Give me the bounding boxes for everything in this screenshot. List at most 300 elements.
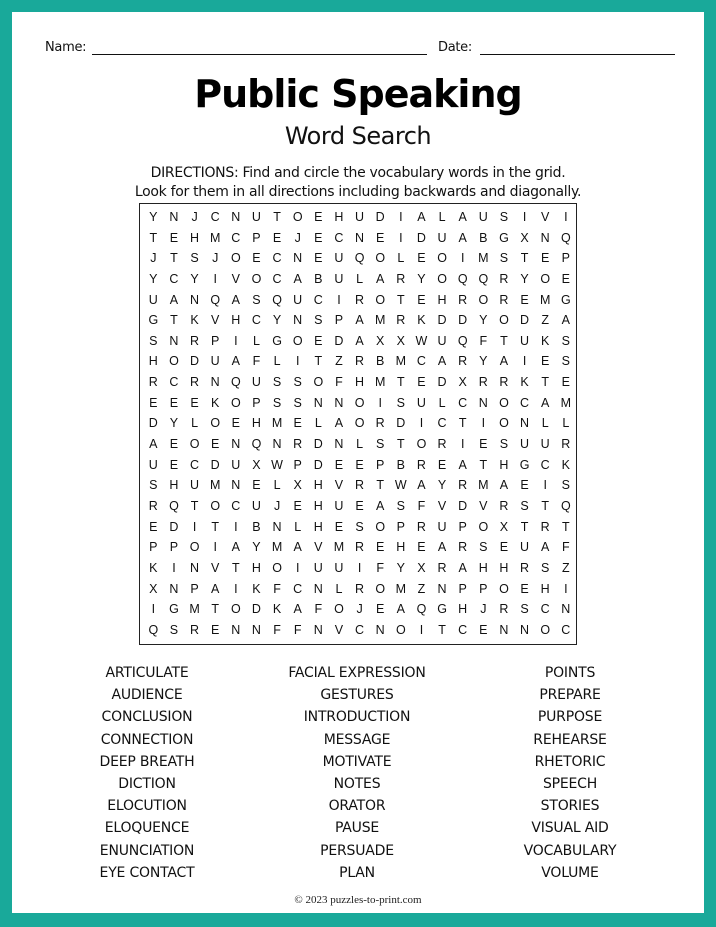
- grid-cell[interactable]: C: [169, 375, 179, 390]
- grid-cell[interactable]: O: [189, 437, 200, 452]
- grid-cell[interactable]: R: [396, 271, 406, 286]
- grid-cell[interactable]: R: [396, 313, 406, 328]
- grid-cell[interactable]: A: [149, 437, 158, 452]
- grid-cell[interactable]: D: [396, 416, 406, 431]
- grid-cell[interactable]: G: [560, 292, 571, 307]
- grid-cell[interactable]: T: [396, 375, 405, 390]
- grid-cell[interactable]: F: [376, 560, 384, 575]
- grid-cell[interactable]: E: [252, 251, 261, 266]
- grid-cell[interactable]: Y: [396, 560, 405, 575]
- grid-cell[interactable]: S: [561, 478, 570, 493]
- grid-cell[interactable]: U: [334, 251, 344, 266]
- grid-cell[interactable]: O: [478, 292, 489, 307]
- grid-cell[interactable]: N: [520, 416, 530, 431]
- grid-cell[interactable]: V: [334, 622, 344, 637]
- grid-cell[interactable]: T: [273, 210, 281, 224]
- grid-cell[interactable]: J: [273, 498, 281, 513]
- grid-cell[interactable]: F: [335, 375, 343, 390]
- grid-cell[interactable]: E: [293, 416, 302, 431]
- grid-cell[interactable]: E: [231, 416, 240, 431]
- grid-cell[interactable]: A: [231, 354, 240, 369]
- grid-cell[interactable]: S: [272, 375, 282, 390]
- grid-cell[interactable]: H: [148, 354, 158, 369]
- grid-cell[interactable]: V: [231, 271, 240, 286]
- grid-cell[interactable]: M: [374, 375, 386, 390]
- grid-cell[interactable]: X: [499, 519, 509, 534]
- grid-cell[interactable]: I: [522, 210, 527, 224]
- grid-cell[interactable]: I: [399, 230, 403, 245]
- grid-cell[interactable]: Q: [354, 251, 365, 266]
- grid-cell[interactable]: K: [149, 560, 158, 575]
- grid-cell[interactable]: U: [478, 210, 488, 224]
- grid-cell[interactable]: S: [396, 498, 405, 513]
- grid-cell[interactable]: Y: [149, 210, 158, 224]
- grid-cell[interactable]: V: [479, 498, 488, 513]
- grid-cell[interactable]: H: [231, 313, 241, 328]
- grid-cell[interactable]: I: [460, 437, 465, 452]
- grid-cell[interactable]: D: [313, 457, 323, 472]
- grid-cell[interactable]: L: [356, 271, 364, 286]
- grid-cell[interactable]: R: [355, 478, 365, 493]
- grid-cell[interactable]: F: [479, 333, 488, 348]
- grid-cell[interactable]: E: [149, 395, 158, 410]
- grid-cell[interactable]: D: [458, 313, 468, 328]
- grid-cell[interactable]: U: [355, 210, 365, 224]
- grid-cell[interactable]: E: [561, 375, 570, 390]
- grid-cell[interactable]: R: [190, 375, 200, 390]
- grid-cell[interactable]: D: [169, 519, 179, 534]
- grid-cell[interactable]: R: [499, 375, 509, 390]
- grid-cell[interactable]: P: [334, 313, 344, 328]
- grid-cell[interactable]: Z: [417, 581, 426, 596]
- grid-cell[interactable]: E: [417, 251, 426, 266]
- grid-cell[interactable]: H: [437, 292, 447, 307]
- grid-cell[interactable]: E: [334, 519, 344, 534]
- grid-cell[interactable]: I: [234, 519, 238, 534]
- grid-cell[interactable]: O: [395, 622, 406, 637]
- grid-cell[interactable]: D: [210, 457, 220, 472]
- grid-cell[interactable]: E: [355, 498, 364, 513]
- grid-cell[interactable]: N: [334, 395, 344, 410]
- grid-cell[interactable]: A: [458, 560, 467, 575]
- grid-cell[interactable]: M: [395, 354, 407, 369]
- grid-cell[interactable]: R: [293, 437, 303, 452]
- grid-cell[interactable]: M: [271, 416, 283, 431]
- grid-cell[interactable]: C: [540, 602, 550, 617]
- grid-cell[interactable]: U: [334, 560, 344, 575]
- grid-cell[interactable]: D: [375, 210, 385, 224]
- grid-cell[interactable]: H: [478, 560, 488, 575]
- grid-cell[interactable]: O: [416, 437, 427, 452]
- grid-cell[interactable]: C: [458, 622, 468, 637]
- grid-cell[interactable]: N: [169, 333, 179, 348]
- grid-cell[interactable]: O: [375, 519, 386, 534]
- grid-cell[interactable]: C: [169, 271, 179, 286]
- grid-cell[interactable]: D: [437, 375, 447, 390]
- grid-cell[interactable]: Y: [437, 478, 447, 493]
- grid-cell[interactable]: O: [354, 395, 365, 410]
- grid-cell[interactable]: Q: [560, 230, 571, 245]
- grid-cell[interactable]: W: [271, 457, 283, 472]
- grid-cell[interactable]: O: [251, 271, 262, 286]
- grid-cell[interactable]: G: [169, 602, 179, 617]
- grid-cell[interactable]: M: [189, 602, 200, 617]
- grid-cell[interactable]: Q: [148, 622, 159, 637]
- grid-cell[interactable]: C: [416, 354, 426, 369]
- grid-cell[interactable]: Q: [478, 271, 489, 286]
- grid-cell[interactable]: V: [437, 498, 447, 513]
- grid-cell[interactable]: Y: [252, 540, 261, 555]
- grid-cell[interactable]: Q: [210, 292, 221, 307]
- grid-cell[interactable]: P: [458, 581, 467, 596]
- grid-cell[interactable]: A: [293, 540, 302, 555]
- grid-cell[interactable]: N: [478, 395, 488, 410]
- grid-cell[interactable]: X: [252, 457, 261, 472]
- grid-cell[interactable]: S: [252, 292, 261, 307]
- grid-cell[interactable]: O: [210, 498, 221, 513]
- grid-cell[interactable]: I: [460, 251, 465, 266]
- grid-cell[interactable]: L: [562, 416, 570, 431]
- grid-cell[interactable]: T: [438, 622, 446, 637]
- grid-cell[interactable]: A: [355, 333, 364, 348]
- grid-cell[interactable]: D: [437, 313, 447, 328]
- grid-cell[interactable]: M: [539, 292, 551, 307]
- grid-cell[interactable]: T: [170, 251, 178, 266]
- grid-cell[interactable]: A: [458, 457, 467, 472]
- grid-cell[interactable]: P: [376, 457, 385, 472]
- grid-cell[interactable]: N: [210, 375, 220, 390]
- grid-cell[interactable]: P: [479, 581, 488, 596]
- grid-cell[interactable]: M: [333, 540, 345, 555]
- grid-cell[interactable]: R: [561, 437, 571, 452]
- grid-cell[interactable]: T: [211, 602, 219, 617]
- grid-cell[interactable]: S: [355, 519, 364, 534]
- grid-cell[interactable]: T: [500, 333, 508, 348]
- grid-cell[interactable]: H: [169, 478, 179, 493]
- grid-cell[interactable]: E: [561, 271, 570, 286]
- grid-cell[interactable]: E: [293, 498, 302, 513]
- grid-cell[interactable]: S: [541, 560, 550, 575]
- grid-cell[interactable]: N: [169, 210, 179, 224]
- grid-cell[interactable]: R: [520, 560, 530, 575]
- grid-cell[interactable]: U: [437, 333, 447, 348]
- grid-cell[interactable]: H: [251, 560, 261, 575]
- grid-cell[interactable]: X: [458, 375, 467, 390]
- grid-cell[interactable]: L: [438, 395, 446, 410]
- grid-cell[interactable]: C: [190, 457, 200, 472]
- grid-cell[interactable]: C: [231, 498, 241, 513]
- grid-cell[interactable]: A: [293, 602, 302, 617]
- grid-cell[interactable]: Z: [561, 560, 570, 575]
- grid-cell[interactable]: Y: [149, 271, 158, 286]
- grid-cell[interactable]: T: [396, 292, 405, 307]
- grid-cell[interactable]: T: [396, 437, 405, 452]
- grid-cell[interactable]: S: [272, 395, 282, 410]
- grid-cell[interactable]: S: [499, 437, 509, 452]
- grid-cell[interactable]: R: [416, 519, 426, 534]
- grid-cell[interactable]: I: [192, 519, 197, 534]
- grid-cell[interactable]: I: [522, 354, 527, 369]
- grid-cell[interactable]: T: [520, 519, 529, 534]
- grid-cell[interactable]: C: [437, 416, 447, 431]
- grid-cell[interactable]: F: [561, 540, 570, 555]
- grid-cell[interactable]: P: [211, 333, 220, 348]
- grid-cell[interactable]: Y: [272, 313, 282, 328]
- grid-cell[interactable]: H: [355, 375, 365, 390]
- grid-cell[interactable]: D: [313, 437, 323, 452]
- grid-cell[interactable]: E: [211, 622, 220, 637]
- grid-cell[interactable]: N: [355, 230, 365, 245]
- grid-cell[interactable]: V: [211, 560, 220, 575]
- grid-cell[interactable]: C: [458, 395, 468, 410]
- grid-cell[interactable]: F: [273, 581, 281, 596]
- grid-cell[interactable]: O: [478, 519, 489, 534]
- grid-cell[interactable]: H: [334, 210, 344, 224]
- grid-cell[interactable]: R: [355, 292, 365, 307]
- grid-cell[interactable]: O: [375, 581, 386, 596]
- grid-cell[interactable]: U: [251, 375, 261, 390]
- grid-cell[interactable]: P: [396, 519, 405, 534]
- grid-cell[interactable]: K: [211, 395, 220, 410]
- grid-cell[interactable]: X: [149, 581, 158, 596]
- grid-cell[interactable]: S: [520, 498, 529, 513]
- grid-cell[interactable]: N: [272, 437, 282, 452]
- grid-cell[interactable]: P: [293, 457, 302, 472]
- grid-cell[interactable]: G: [148, 313, 159, 328]
- grid-cell[interactable]: T: [458, 416, 467, 431]
- grid-cell[interactable]: O: [499, 313, 509, 328]
- grid-cell[interactable]: R: [478, 375, 488, 390]
- grid-cell[interactable]: G: [519, 457, 530, 472]
- grid-cell[interactable]: R: [499, 271, 509, 286]
- grid-cell[interactable]: S: [520, 602, 529, 617]
- grid-cell[interactable]: E: [272, 230, 282, 245]
- grid-cell[interactable]: J: [212, 251, 219, 266]
- grid-cell[interactable]: I: [543, 478, 547, 493]
- grid-cell[interactable]: H: [458, 602, 468, 617]
- grid-cell[interactable]: A: [231, 292, 240, 307]
- grid-cell[interactable]: R: [355, 581, 365, 596]
- grid-cell[interactable]: O: [230, 395, 241, 410]
- grid-cell[interactable]: C: [355, 622, 365, 637]
- grid-cell[interactable]: C: [293, 581, 303, 596]
- grid-cell[interactable]: R: [355, 354, 365, 369]
- grid-cell[interactable]: P: [169, 540, 179, 555]
- grid-cell[interactable]: N: [231, 622, 241, 637]
- grid-cell[interactable]: X: [417, 560, 426, 575]
- grid-cell[interactable]: N: [190, 292, 200, 307]
- grid-cell[interactable]: M: [478, 478, 489, 493]
- grid-cell[interactable]: S: [293, 375, 302, 390]
- grid-cell[interactable]: Q: [230, 375, 241, 390]
- grid-cell[interactable]: L: [314, 416, 322, 431]
- grid-cell[interactable]: Q: [457, 271, 468, 286]
- grid-cell[interactable]: L: [438, 210, 446, 224]
- grid-cell[interactable]: T: [149, 230, 158, 245]
- grid-cell[interactable]: S: [314, 313, 323, 328]
- grid-cell[interactable]: A: [499, 354, 509, 369]
- grid-cell[interactable]: W: [415, 333, 428, 348]
- grid-cell[interactable]: I: [295, 354, 300, 369]
- grid-cell[interactable]: I: [564, 581, 568, 596]
- grid-cell[interactable]: G: [272, 333, 282, 348]
- grid-cell[interactable]: H: [499, 560, 509, 575]
- grid-cell[interactable]: E: [314, 251, 323, 266]
- grid-cell[interactable]: T: [479, 457, 488, 472]
- grid-cell[interactable]: H: [313, 519, 323, 534]
- grid-cell[interactable]: P: [252, 395, 261, 410]
- grid-cell[interactable]: D: [520, 313, 530, 328]
- grid-cell[interactable]: R: [148, 498, 158, 513]
- grid-cell[interactable]: Y: [520, 271, 529, 286]
- grid-cell[interactable]: I: [234, 581, 238, 596]
- grid-cell[interactable]: E: [190, 395, 199, 410]
- grid-cell[interactable]: O: [210, 416, 221, 431]
- grid-cell[interactable]: E: [376, 540, 385, 555]
- grid-cell[interactable]: N: [272, 519, 282, 534]
- grid-cell[interactable]: I: [172, 560, 176, 575]
- grid-cell[interactable]: I: [481, 416, 486, 431]
- grid-cell[interactable]: E: [520, 581, 529, 596]
- grid-cell[interactable]: U: [251, 498, 261, 513]
- grid-cell[interactable]: H: [313, 478, 323, 493]
- grid-cell[interactable]: X: [520, 230, 529, 245]
- grid-cell[interactable]: V: [211, 313, 220, 328]
- grid-cell[interactable]: A: [458, 230, 467, 245]
- grid-cell[interactable]: L: [191, 416, 199, 431]
- grid-cell[interactable]: I: [378, 395, 382, 410]
- grid-cell[interactable]: U: [334, 498, 344, 513]
- grid-cell[interactable]: R: [375, 416, 385, 431]
- grid-cell[interactable]: C: [540, 457, 550, 472]
- grid-cell[interactable]: D: [190, 354, 200, 369]
- grid-cell[interactable]: E: [169, 437, 179, 452]
- grid-cell[interactable]: I: [337, 292, 341, 307]
- grid-cell[interactable]: R: [458, 354, 468, 369]
- grid-cell[interactable]: V: [541, 210, 550, 224]
- grid-cell[interactable]: Y: [479, 313, 488, 328]
- grid-cell[interactable]: E: [376, 230, 385, 245]
- grid-cell[interactable]: C: [561, 622, 571, 637]
- grid-cell[interactable]: N: [231, 437, 241, 452]
- grid-cell[interactable]: O: [437, 271, 447, 286]
- grid-cell[interactable]: R: [499, 602, 509, 617]
- grid-cell[interactable]: U: [334, 271, 344, 286]
- grid-cell[interactable]: R: [458, 540, 468, 555]
- grid-cell[interactable]: M: [395, 581, 407, 596]
- grid-cell[interactable]: E: [314, 333, 323, 348]
- grid-cell[interactable]: Z: [541, 313, 549, 328]
- grid-cell[interactable]: K: [541, 333, 550, 348]
- grid-cell[interactable]: L: [252, 333, 260, 348]
- grid-cell[interactable]: N: [334, 437, 344, 452]
- grid-cell[interactable]: E: [417, 292, 426, 307]
- grid-cell[interactable]: E: [499, 540, 509, 555]
- grid-cell[interactable]: U: [231, 457, 241, 472]
- grid-cell[interactable]: E: [149, 519, 158, 534]
- grid-cell[interactable]: S: [190, 251, 199, 266]
- grid-cell[interactable]: S: [499, 251, 509, 266]
- grid-cell[interactable]: U: [520, 333, 530, 348]
- grid-cell[interactable]: H: [540, 581, 550, 596]
- grid-cell[interactable]: N: [313, 581, 323, 596]
- grid-cell[interactable]: N: [313, 395, 323, 410]
- grid-cell[interactable]: A: [231, 540, 240, 555]
- grid-cell[interactable]: L: [294, 519, 302, 534]
- grid-cell[interactable]: Q: [560, 498, 571, 513]
- grid-cell[interactable]: N: [540, 230, 550, 245]
- grid-cell[interactable]: A: [541, 395, 550, 410]
- grid-cell[interactable]: E: [252, 478, 261, 493]
- grid-cell[interactable]: H: [190, 230, 200, 245]
- grid-cell[interactable]: N: [169, 581, 179, 596]
- grid-cell[interactable]: T: [376, 478, 384, 493]
- grid-cell[interactable]: T: [541, 375, 549, 390]
- grid-cell[interactable]: M: [560, 395, 572, 410]
- grid-cell[interactable]: S: [561, 354, 570, 369]
- grid-cell[interactable]: O: [354, 416, 365, 431]
- grid-cell[interactable]: U: [313, 560, 323, 575]
- grid-cell[interactable]: Y: [479, 354, 488, 369]
- grid-cell[interactable]: C: [334, 230, 344, 245]
- grid-cell[interactable]: T: [541, 498, 549, 513]
- grid-cell[interactable]: P: [190, 581, 199, 596]
- grid-cell[interactable]: R: [540, 519, 550, 534]
- grid-cell[interactable]: F: [293, 622, 302, 637]
- grid-cell[interactable]: B: [252, 519, 261, 534]
- grid-cell[interactable]: O: [499, 581, 509, 596]
- grid-cell[interactable]: U: [540, 437, 550, 452]
- grid-cell[interactable]: Q: [272, 292, 282, 307]
- grid-cell[interactable]: N: [375, 622, 385, 637]
- grid-cell[interactable]: E: [541, 354, 550, 369]
- grid-cell[interactable]: D: [334, 333, 344, 348]
- grid-cell[interactable]: Q: [457, 333, 468, 348]
- grid-cell[interactable]: V: [334, 478, 344, 493]
- grid-cell[interactable]: D: [416, 230, 426, 245]
- grid-cell[interactable]: I: [399, 210, 403, 224]
- grid-cell[interactable]: H: [499, 457, 509, 472]
- grid-cell[interactable]: Q: [251, 437, 262, 452]
- grid-cell[interactable]: T: [314, 354, 323, 369]
- grid-cell[interactable]: O: [375, 292, 386, 307]
- grid-cell[interactable]: I: [213, 540, 217, 555]
- grid-cell[interactable]: B: [314, 271, 323, 286]
- letter-grid[interactable]: [139, 203, 577, 645]
- grid-cell[interactable]: H: [251, 416, 261, 431]
- grid-cell[interactable]: R: [190, 622, 200, 637]
- grid-cell[interactable]: J: [480, 602, 487, 617]
- grid-cell[interactable]: C: [251, 313, 261, 328]
- grid-cell[interactable]: T: [520, 251, 529, 266]
- grid-cell[interactable]: B: [396, 457, 405, 472]
- grid-cell[interactable]: A: [561, 313, 570, 328]
- grid-cell[interactable]: T: [211, 519, 219, 534]
- grid-cell[interactable]: O: [499, 395, 509, 410]
- grid-cell[interactable]: W: [394, 478, 407, 493]
- grid-cell[interactable]: K: [272, 602, 282, 617]
- grid-cell[interactable]: E: [211, 437, 220, 452]
- grid-cell[interactable]: R: [458, 292, 468, 307]
- grid-cell[interactable]: E: [520, 478, 529, 493]
- grid-cell[interactable]: E: [479, 622, 488, 637]
- grid-cell[interactable]: I: [564, 210, 568, 224]
- grid-cell[interactable]: R: [148, 375, 158, 390]
- grid-cell[interactable]: T: [231, 560, 240, 575]
- grid-cell[interactable]: I: [234, 333, 238, 348]
- grid-cell[interactable]: Q: [416, 602, 427, 617]
- grid-cell[interactable]: A: [169, 292, 179, 307]
